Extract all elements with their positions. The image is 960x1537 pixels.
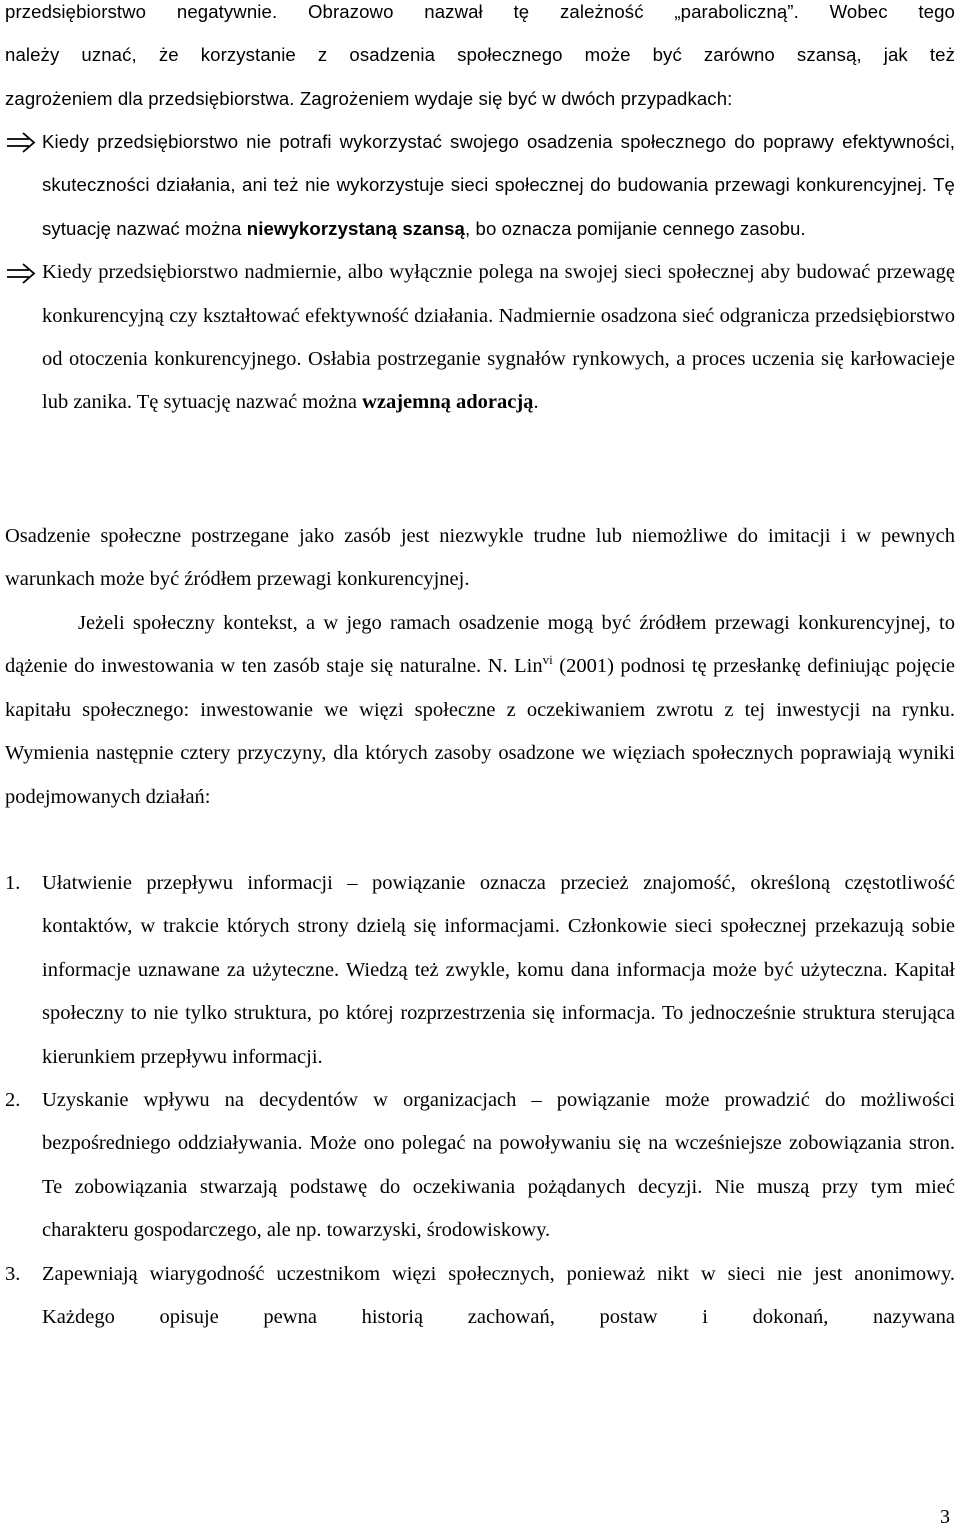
list-item-text: Uzyskanie wpływu na decydentów w organizacjach – powiązanie może prowadzić do możliwości bezpośredniego oddziaływania. Może ono polegać na powoływaniu się na wcześniejsze zobowiązania stron. Te zobowiązania stwarzają podstawę do oczekiwania pożądanych decyzji. Nie muszą przy tym mieć charakteru gospodarczego, ale np. towarzyski, środowiskowy. bbox=[42, 1089, 955, 1242]
arrow-item-text: Kiedy przedsiębiorstwo nie potrafi wykorzystać swojego osadzenia społecznego do poprawy efektywności, skuteczności działania, ani też nie wykorzystuje sieci społecznej do budowania przewagi konkurencyjnej. Tę sytuację nazwać można bbox=[42, 131, 955, 239]
numbered-list-item bbox=[5, 862, 955, 1079]
list-number: 3. bbox=[5, 1262, 21, 1285]
arrow-item-text: Kiedy przedsiębiorstwo nadmiernie, albo wyłącznie polega na swojej sieci społecznej aby budować przewagę konkurencyjną czy kształtować efektywność działania. Nadmiernie osadzona sieć odgranicza przedsiębiorstwo od otoczenia konkurencyjnego. Osłabia postrzeganie sygnałów rynkowych, a proces uczenia się karłowacieje lub zanika. Tę sytuację nazwać można bbox=[42, 261, 955, 414]
list-number: 1. bbox=[5, 872, 21, 894]
double-arrow-right-icon bbox=[5, 120, 37, 163]
text-line: przedsiębiorstwo negatywnie. Obrazowo nazwał tę zależność „paraboliczną”. Wobec tego bbox=[5, 1, 955, 22]
numbered-list-item bbox=[5, 1253, 955, 1340]
page-number: 3 bbox=[940, 1506, 950, 1528]
text-line: zagrożeniem dla przedsiębiorstwa. Zagrożeniem wydaje się być w dwóch przypadkach: bbox=[5, 87, 733, 109]
list-item-text: Zapewniają wiarygodność uczestnikom więzi społecznych, ponieważ nikt w sieci nie jest anonimowy. Każdego opisuje pewna historią zachowań, postaw i dokonań, nazywana bbox=[42, 1262, 955, 1329]
paragraph-text-end: (2001) podnosi tę przesłankę definiując pojęcie kapitału społecznego: inwestowanie we więzi społeczne z oczekiwaniem zwrotu z tej inwestycji na rynku. Wymienia następnie cztery przyczyny, dla których zasoby osadzone we więziach społecznych poprawiają wyniki podejmowanych działań: bbox=[5, 655, 955, 808]
arrow-item-text-end: . bbox=[533, 391, 539, 414]
paragraph-intro bbox=[5, 0, 955, 120]
text-line: należy uznać, że korzystanie z osadzenia społecznego może być zarówno szansą, jak też bbox=[5, 44, 955, 66]
list-item-text: Ułatwienie przepływu informacji – powiązanie oznacza przecież znajomość, określoną częstotliwość kontaktów, w trakcie których strony dzielą się informacjami. Członkowie sieci społecznej przekazują sobie informacje uznawane za użyteczne. Wiedzą też zwykle, komu dana informacja może być użyteczna. Kapitał społeczny to nie tylko struktura, po której rozprzestrzenia się informacja. To jednocześnie struktura sterująca kierunkiem przepływu informacji. bbox=[42, 872, 955, 1068]
numbered-list bbox=[5, 862, 955, 1339]
arrow-list-item bbox=[5, 251, 955, 425]
paragraph-lin bbox=[5, 602, 955, 819]
arrow-list bbox=[5, 120, 955, 425]
arrow-item-bold: wzajemną adoracją bbox=[362, 391, 534, 414]
arrow-item-bold: niewykorzystaną szansą bbox=[246, 217, 465, 239]
arrow-item-text-end: , bo oznacza pomijanie cennego zasobu. bbox=[464, 217, 806, 239]
list-number: 2. bbox=[5, 1089, 21, 1112]
paragraph-embedding bbox=[5, 515, 955, 602]
paragraph-text: Jeżeli społeczny kontekst, a w jego ramach osadzenie mogą być źródłem przewagi konkurencyjnej, to dążenie do inwestowania w ten zasób staje się naturalne. N. Lin bbox=[5, 612, 955, 678]
footnote-ref: vi bbox=[542, 652, 553, 668]
double-arrow-right-icon bbox=[5, 251, 37, 294]
paragraph-text: Osadzenie społeczne postrzegane jako zasób jest niezwykle trudne lub niemożliwe do imitacji i w pewnych warunkach może być źródłem przewagi konkurencyjnej. bbox=[5, 525, 955, 591]
arrow-list-item bbox=[5, 120, 955, 250]
numbered-list-item bbox=[5, 1079, 955, 1253]
